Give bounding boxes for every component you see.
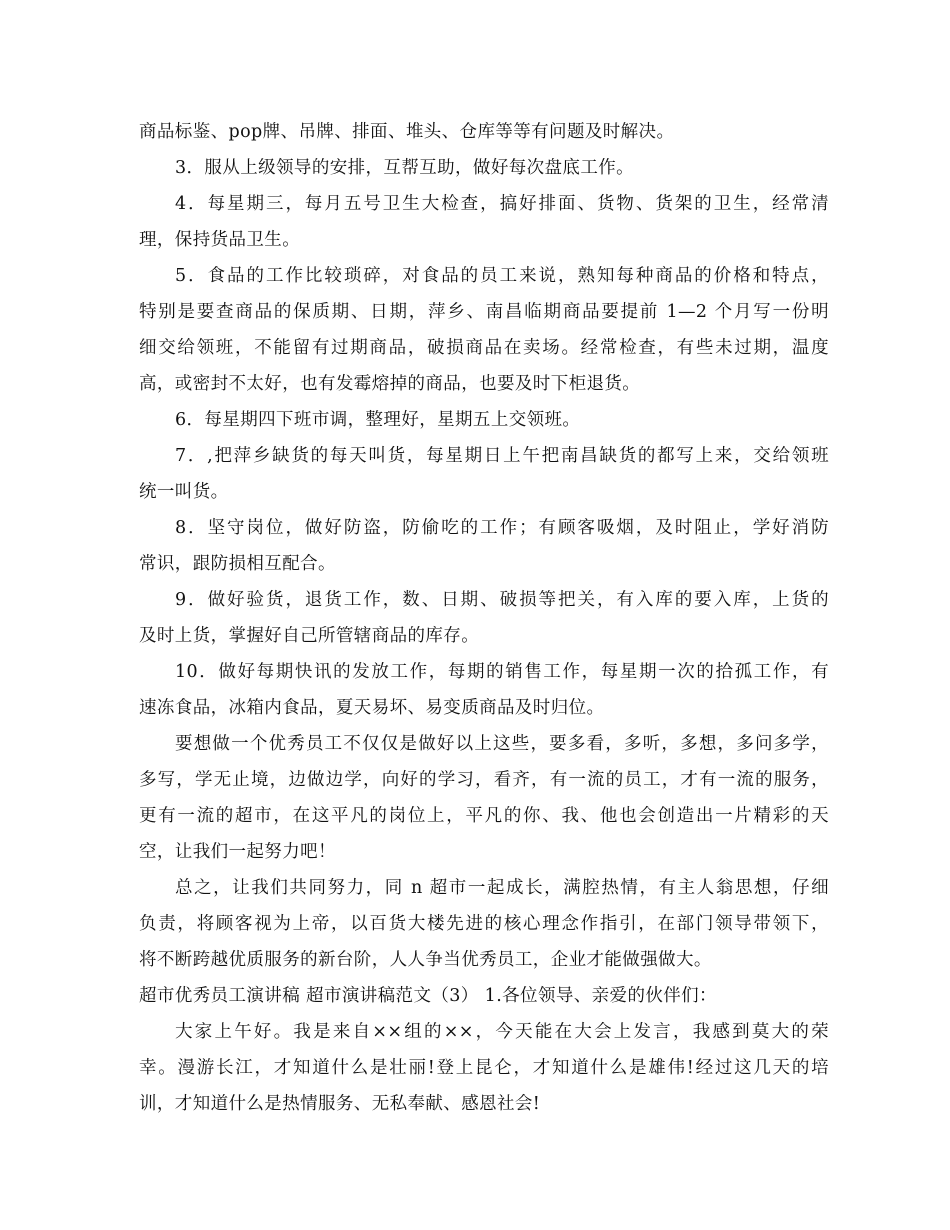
heading-line: 超市优秀员工演讲稿 超市演讲稿范文（3） 1.各位领导、亲爱的伙伴们： (139, 986, 717, 1006)
text-line: 10．做好每期快讯的发放工作，每期的销售工作，每星期一次的拾孤工作，有 (175, 662, 829, 682)
text-line: 速冻食品，冰箱内食品，夏天易坏、易变质商品及时归位。 (139, 698, 605, 718)
text-line: 4．每星期三，每月五号卫生大检查，搞好排面、货物、货架的卫生，经常清 (175, 194, 829, 214)
text-line: 多写，学无止境，边做边学，向好的学习，看齐，有一流的员工，才有一流的服务， (139, 770, 829, 790)
text-line: 特别是要查商品的保质期、日期，萍乡、南昌临期商品要提前 1—2 个月写一份明 (139, 302, 829, 322)
text-line: 幸。漫游长江，才知道什么是壮丽!登上昆仑，才知道什么是雄伟!经过这几天的培 (139, 1058, 829, 1078)
text-line: 将不断跨越优质服务的新台阶，人人争当优秀员工，企业才能做强做大。 (139, 950, 712, 970)
text-line: 理，保持货品卫生。 (139, 230, 301, 250)
text-line: 高，或密封不太好，也有发霉熔掉的商品，也要及时下柜退货。 (139, 374, 641, 394)
text-line: 5．食品的工作比较琐碎，对食品的员工来说，熟知每种商品的价格和特点， (175, 266, 829, 286)
text-line: 负责，将顾客视为上帝，以百货大楼先进的核心理念作指引，在部门领导带领下， (139, 914, 829, 934)
text-line: 统一叫货。 (139, 482, 229, 502)
text-line: 细交给领班，不能留有过期商品，破损商品在卖场。经常检查，有些未过期，温度 (139, 338, 829, 358)
text-line: 商品标鉴、pop牌、吊牌、排面、堆头、仓库等等有问题及时解决。 (139, 122, 675, 142)
text-line: 总之，让我们共同努力，同 n 超市一起成长，满腔热情，有主人翁思想，仔细 (175, 878, 829, 898)
text-line: 空，让我们一起努力吧！ (139, 842, 336, 862)
text-line: 7．,把萍乡缺货的每天叫货，每星期日上午把南昌缺货的都写上来，交给领班 (175, 446, 829, 466)
text-line: 及时上货，掌握好自己所管辖商品的库存。 (139, 626, 480, 646)
text-line: 训，才知道什么是热情服务、无私奉献、感恩社会! (139, 1094, 541, 1114)
text-line: 3．服从上级领导的安排，互帮互助，做好每次盘底工作。 (175, 158, 635, 178)
text-line: 要想做一个优秀员工不仅仅是做好以上这些，要多看，多听，多想，多问多学， (175, 734, 829, 754)
text-line: 更有一流的超市，在这平凡的岗位上，平凡的你、我、他也会创造出一片精彩的天 (139, 806, 829, 826)
text-line: 大家上午好。我是来自××组的××，今天能在大会上发言，我感到莫大的荣 (175, 1022, 829, 1042)
text-line: 8．坚守岗位，做好防盗，防偷吃的工作；有顾客吸烟，及时阻止，学好消防 (175, 518, 829, 538)
text-line: 6．每星期四下班市调，整理好，星期五上交领班。 (175, 410, 581, 430)
text-line: 常识，跟防损相互配合。 (139, 554, 336, 574)
text-line: 9．做好验货，退货工作，数、日期、破损等把关，有入库的要入库，上货的 (175, 590, 829, 610)
